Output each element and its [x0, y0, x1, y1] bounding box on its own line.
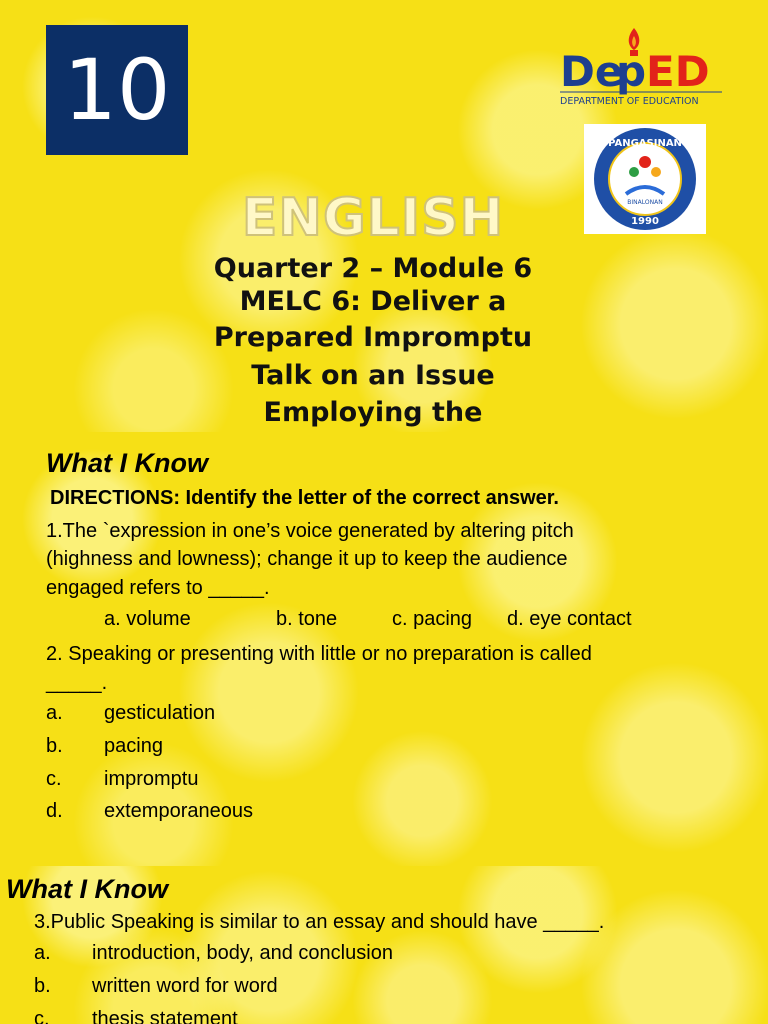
question-2-option[interactable]: pacing	[104, 735, 163, 757]
directions-text: DIRECTIONS: Identify the letter of the correct answer.	[50, 487, 559, 509]
option-letter: b.	[34, 975, 51, 997]
svg-text:De: De	[560, 47, 624, 96]
option-letter: c.	[46, 768, 62, 790]
option-letter: a.	[46, 702, 63, 724]
module-title-line: Employing the	[263, 397, 483, 428]
section-heading: What I Know	[46, 448, 208, 478]
question-3-option[interactable]: introduction, body, and conclusion	[92, 942, 393, 964]
question-3-text: 3.Public Speaking is similar to an essay and should have _____.	[34, 911, 605, 933]
module-title-line: MELC 6: Deliver a	[239, 286, 507, 317]
option-letter: a.	[34, 942, 51, 964]
module-title-line: Prepared Impromptu	[213, 322, 533, 353]
question-2-option[interactable]: extemporaneous	[104, 800, 253, 822]
subject-title: ENGLISH	[241, 188, 505, 248]
question-2-option[interactable]: impromptu	[104, 768, 199, 790]
grade-badge: 10	[46, 25, 188, 155]
svg-text:ED: ED	[646, 47, 710, 96]
svg-text:DEPARTMENT OF EDUCATION: DEPARTMENT OF EDUCATION	[560, 96, 699, 107]
module-title-line: Talk on an Issue	[251, 360, 495, 391]
question-1-option[interactable]: c. pacing	[392, 608, 473, 630]
question-2-line: _____.	[46, 672, 108, 694]
question-1-option[interactable]: a. volume	[104, 608, 191, 630]
cover-slide	[0, 0, 768, 432]
question-1-line: (highness and lowness); change it up to keep the audience	[46, 548, 568, 570]
question-1-option[interactable]: d. eye contact	[507, 608, 632, 630]
question-1-option[interactable]: b. tone	[276, 608, 338, 630]
question-3-option[interactable]: thesis statement	[92, 1008, 238, 1024]
deped-logo	[556, 24, 726, 110]
svg-text:BINALONAN: BINALONAN	[627, 199, 663, 206]
question-1-line: engaged refers to _____.	[46, 577, 270, 599]
question-2-option[interactable]: gesticulation	[104, 702, 216, 724]
question-3-option[interactable]: written word for word	[92, 975, 278, 997]
question-2-line: 2. Speaking or presenting with little or no preparation is called	[46, 643, 592, 665]
section-heading: What I Know	[6, 874, 168, 904]
option-letter: b.	[46, 735, 63, 757]
module-title-line: Quarter 2 – Module 6	[213, 253, 533, 284]
option-letter: c.	[34, 1008, 50, 1024]
quiz-slide-1	[0, 432, 768, 866]
quiz-slide-2	[0, 866, 768, 1024]
svg-text:p: p	[616, 47, 647, 96]
question-1-line: 1.The `expression in one’s voice generated by altering pitch	[46, 520, 574, 542]
option-letter: d.	[46, 800, 63, 822]
svg-text:1990: 1990	[631, 216, 659, 227]
svg-text:PANGASINAN: PANGASINAN	[608, 138, 682, 149]
